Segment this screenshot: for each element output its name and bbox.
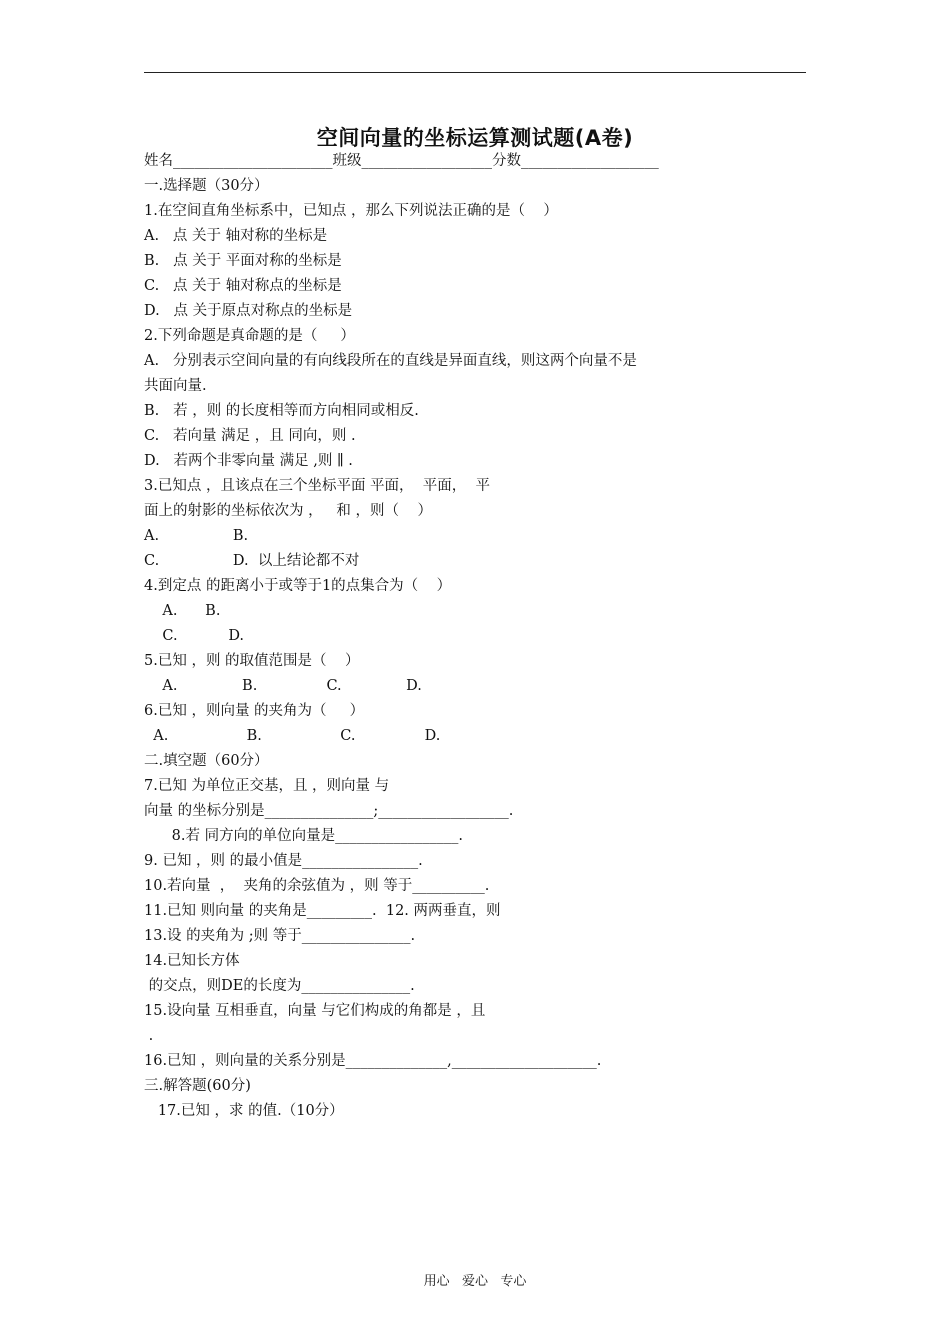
q2-option-a: A. 分别表示空间向量的有向线段所在的直线是异面直线，则这两个向量不是 xyxy=(144,353,637,369)
section-heading-choice: 一.选择题（30分） xyxy=(144,178,269,194)
question-10: 10.若向量 ， 夹角的余弦值为 ，则 等于__________. xyxy=(144,878,490,894)
question-1: 1.在空间直角坐标系中，已知点 ，那么下列说法正确的是（ ） xyxy=(144,203,558,219)
question-4: 4.到定点 的距离小于或等于1的点集合为（ ） xyxy=(144,578,452,594)
student-info-line: 姓名______________________班级__________________分数___________________ xyxy=(144,153,659,169)
question-2: 2.下列命题是真命题的是（ ） xyxy=(144,328,355,344)
q2-option-d: D. 若两个非零向量 满足 ,则 ∥ . xyxy=(144,453,353,469)
question-11-12: 11.已知 则向量 的夹角是_________. 12. 两两垂直，则 xyxy=(144,903,501,919)
question-15-cont: . xyxy=(144,1028,154,1044)
q1-option-b: B. 点 关于 平面对称的坐标是 xyxy=(144,253,342,269)
q2-option-b: B. 若 ，则 的长度相等而方向相同或相反. xyxy=(144,403,419,419)
question-9: 9. 已知 ，则 的最小值是________________. xyxy=(144,853,423,869)
question-3: 3.已知点 ，且该点在三个坐标平面 平面， 平面， 平 xyxy=(144,478,490,494)
q3-options-ab: A. B. xyxy=(144,528,249,544)
q6-options: A. B. C. D. xyxy=(144,728,441,744)
question-16: 16.已知 ，则向量的关系分别是______________,____________________. xyxy=(144,1053,602,1069)
question-3-cont: 面上的射影的坐标依次为 ， 和 ，则（ ） xyxy=(144,503,432,519)
page-footer: 用心 爱心 专心 xyxy=(423,1274,527,1289)
q4-options-cd: C. D. xyxy=(144,628,245,644)
question-8: 8.若 同方向的单位向量是_________________. xyxy=(144,828,463,844)
q4-options-ab: A. B. xyxy=(144,603,221,619)
q1-option-a: A. 点 关于 轴对称的坐标是 xyxy=(144,228,328,244)
section-heading-fill: 二.填空题（60分） xyxy=(144,753,269,769)
question-7-cont: 向量 的坐标分别是_______________;__________________. xyxy=(144,803,514,819)
question-13: 13.设 的夹角为 ;则 等于_______________. xyxy=(144,928,416,944)
question-14-cont: 的交点，则DE的长度为_______________. xyxy=(144,978,415,994)
q2-option-a-cont: 共面向量. xyxy=(144,378,207,394)
question-15: 15.设向量 互相垂直，向量 与它们构成的角都是 ，且 xyxy=(144,1003,486,1019)
q1-option-c: C. 点 关于 轴对称点的坐标是 xyxy=(144,278,342,294)
question-6: 6.已知 ，则向量 的夹角为（ ） xyxy=(144,703,365,719)
section-heading-solve: 三.解答题(60分) xyxy=(144,1078,251,1094)
q3-options-cd: C. D. 以上结论都不对 xyxy=(144,553,360,569)
question-14: 14.已知长方体 xyxy=(144,953,240,969)
page-title: 空间向量的坐标运算测试题(A卷) xyxy=(316,126,634,150)
q1-option-d: D. 点 关于原点对称点的坐标是 xyxy=(144,303,353,319)
question-7: 7.已知 为单位正交基，且 ，则向量 与 xyxy=(144,778,390,794)
question-17: 17.已知 ，求 的值.（10分） xyxy=(144,1103,344,1119)
question-5: 5.已知 ，则 的取值范围是（ ） xyxy=(144,653,360,669)
q2-option-c: C. 若向量 满足 ，且 同向，则 . xyxy=(144,428,356,444)
q5-options: A. B. C. D. xyxy=(144,678,422,694)
header-rule xyxy=(144,72,806,73)
